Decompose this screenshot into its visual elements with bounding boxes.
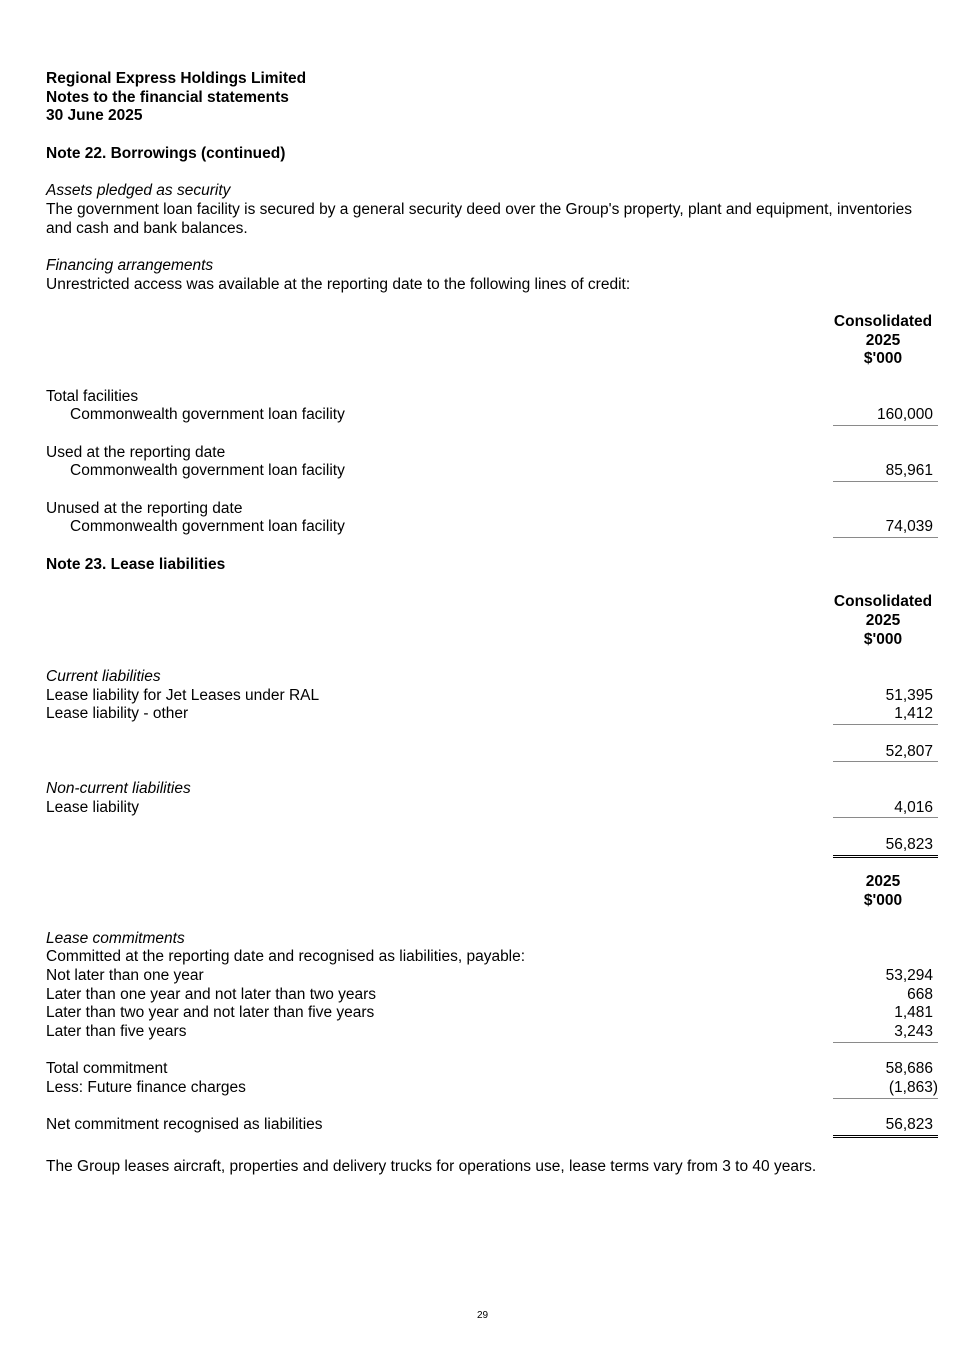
total-commitment-row — [46, 1060, 938, 1079]
current-total-value: 52,807 — [833, 743, 938, 763]
table-row — [46, 687, 938, 706]
row-value: 53,294 — [885, 966, 933, 984]
noncurrent-label: Lease liability — [46, 798, 140, 816]
note22-column-header — [46, 313, 938, 369]
column-year: 2025 — [865, 331, 901, 349]
total-facilities-row — [46, 406, 938, 425]
assets-pledged-heading: Assets pledged as security — [46, 182, 231, 200]
assets-pledged-text: The government loan facility is secured by a general security deed over the Group's property, plant and equipment, inventories and cash and bank balances. — [46, 200, 912, 237]
total-commitment-label: Total commitment — [46, 1060, 168, 1078]
grand-total-value: 56,823 — [833, 836, 938, 858]
document-title: Notes to the financial statements — [46, 88, 289, 106]
used-row — [46, 462, 938, 481]
table-row — [46, 705, 938, 724]
column-unit: $'000 — [863, 630, 903, 648]
net-commitment-row — [46, 1116, 938, 1135]
noncurrent-row — [46, 799, 938, 818]
used-value: 85,961 — [833, 462, 938, 482]
lease-commitments-heading: Lease commitments — [46, 929, 185, 947]
total-facilities-item: Commonwealth government loan facility — [70, 406, 345, 424]
row-value: 668 — [907, 985, 933, 1003]
total-facilities-value: 160,000 — [833, 406, 938, 426]
unused-value: 74,039 — [833, 518, 938, 538]
column-year: 2025 — [865, 611, 901, 629]
table-row — [46, 967, 938, 986]
current-liabilities-heading: Current liabilities — [46, 667, 161, 685]
unused-row — [46, 518, 938, 537]
row-label: Lease liability for Jet Leases under RAL — [46, 686, 320, 704]
note22-title: Note 22. Borrowings (continued) — [46, 144, 286, 162]
total-facilities-label: Total facilities — [46, 387, 139, 405]
lease-footer-text: The Group leases aircraft, properties and delivery trucks for operations use, lease terms vary from 3 to 40 years. — [46, 1158, 817, 1176]
note23-title: Note 23. Lease liabilities — [46, 555, 226, 573]
noncurrent-value: 4,016 — [833, 799, 938, 819]
used-item: Commonwealth government loan facility — [70, 462, 345, 480]
column-year: 2025 — [865, 873, 901, 891]
row-label: Not later than one year — [46, 966, 204, 984]
column-consolidated: Consolidated — [833, 593, 933, 611]
grand-total-row — [46, 836, 938, 855]
row-label: Later than two year and not later than five years — [46, 1004, 375, 1022]
noncurrent-liabilities-heading: Non-current liabilities — [46, 780, 191, 798]
financing-text: Unrestricted access was available at the reporting date to the following lines of credit: — [46, 275, 631, 293]
row-label: Later than five years — [46, 1022, 187, 1040]
row-label: Later than one year and not later than two years — [46, 985, 377, 1003]
row-value: 1,481 — [894, 1004, 933, 1022]
report-date: 30 June 2025 — [46, 107, 143, 125]
table-row — [46, 986, 938, 1005]
total-commitment-value: 58,686 — [885, 1060, 933, 1078]
current-total-row — [46, 743, 938, 762]
financing-heading: Financing arrangements — [46, 256, 214, 274]
row-value: 3,243 — [833, 1023, 938, 1043]
net-commitment-value: 56,823 — [833, 1116, 938, 1138]
table-row — [46, 1023, 938, 1042]
row-value: 51,395 — [885, 686, 933, 704]
finance-charges-row — [46, 1079, 938, 1098]
net-commitment-label: Net commitment recognised as liabilities — [46, 1116, 323, 1134]
note23-column-header — [46, 593, 938, 649]
used-label: Used at the reporting date — [46, 443, 226, 461]
table-row — [46, 1004, 938, 1023]
column-unit: $'000 — [863, 892, 903, 910]
commitments-intro: Committed at the reporting date and recognised as liabilities, payable: — [46, 948, 526, 966]
column-consolidated: Consolidated — [833, 312, 933, 330]
commitments-column-header — [46, 873, 938, 910]
document-page — [46, 70, 938, 1177]
unused-label: Unused at the reporting date — [46, 499, 243, 517]
row-label: Lease liability - other — [46, 705, 189, 723]
page-number: 29 — [476, 1310, 489, 1321]
company-name: Regional Express Holdings Limited — [46, 70, 307, 87]
column-unit: $'000 — [863, 350, 903, 368]
row-value: 1,412 — [833, 705, 938, 725]
unused-item: Commonwealth government loan facility — [70, 518, 345, 536]
finance-charges-value: (1,863) — [833, 1079, 938, 1099]
finance-charges-label: Less: Future finance charges — [46, 1079, 246, 1097]
